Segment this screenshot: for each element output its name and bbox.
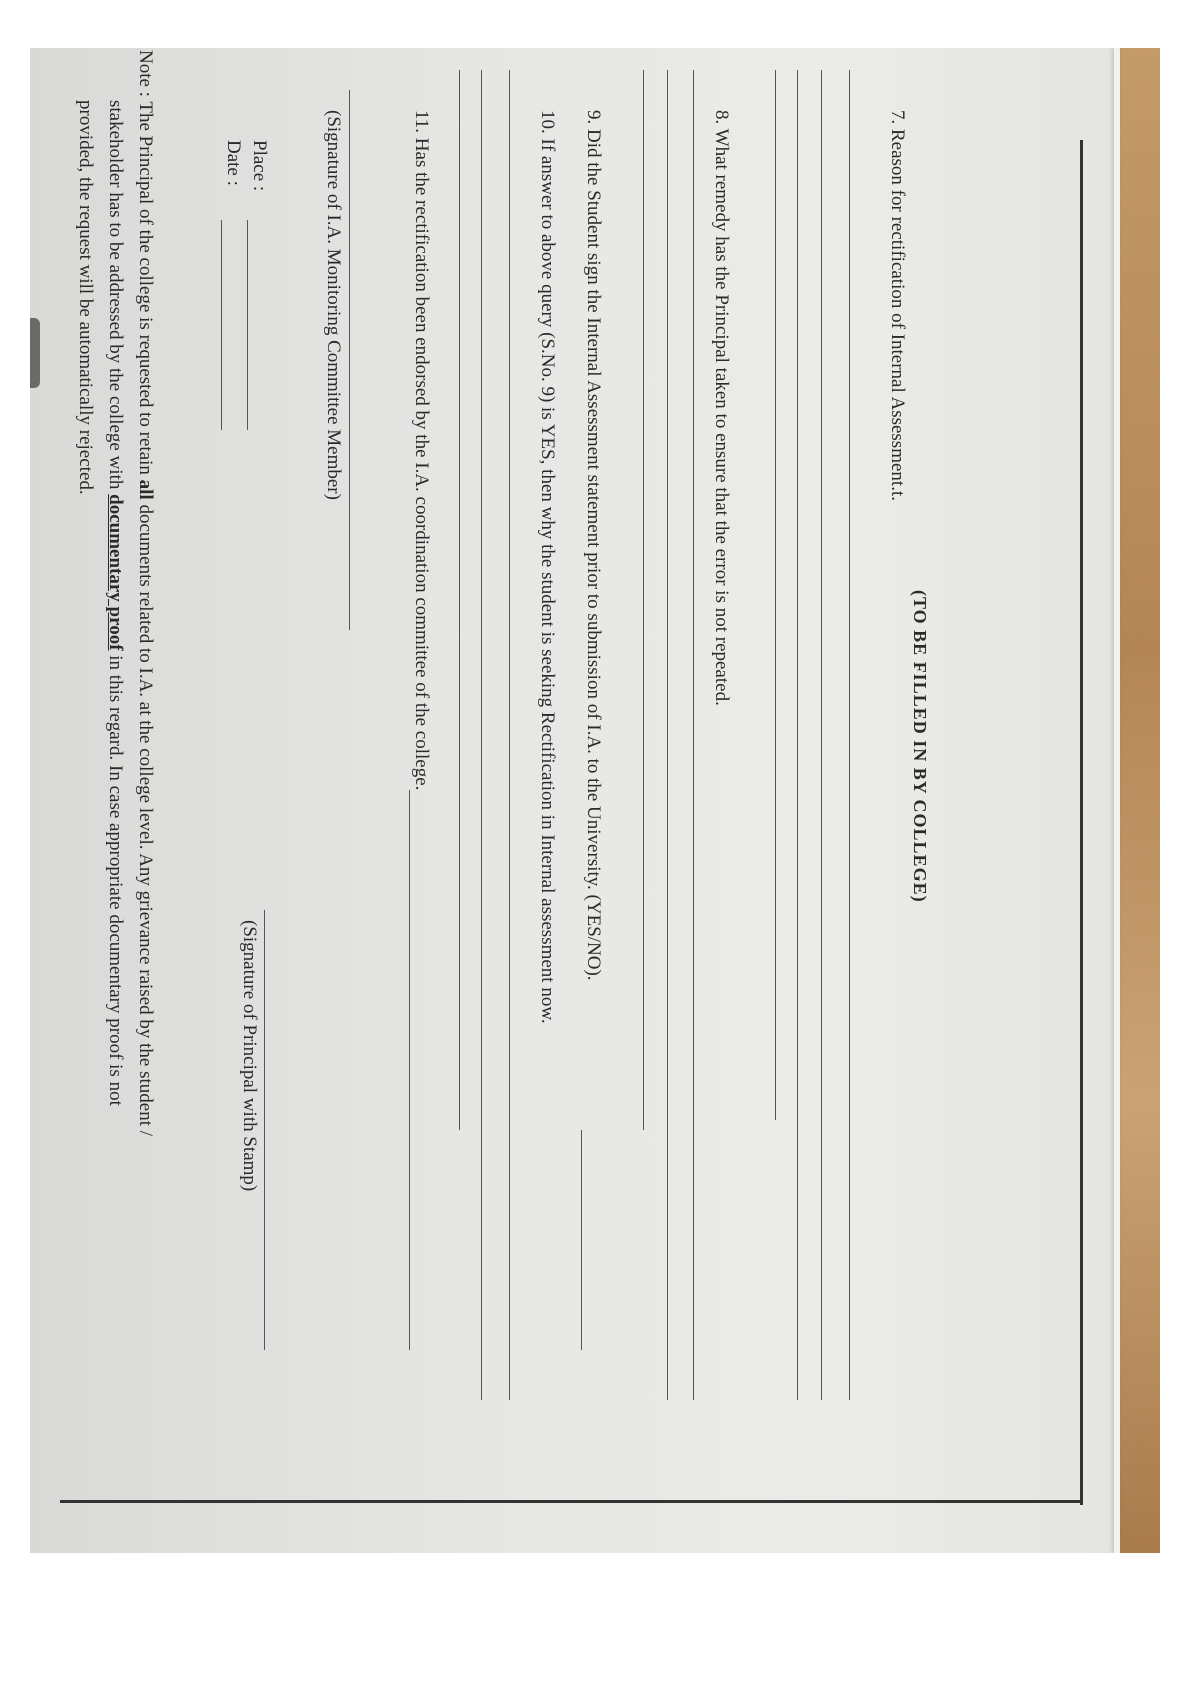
question-11: 11. Has the rectification been endorsed by the I.A. coordination committee of the college. bbox=[411, 110, 432, 791]
answer-line bbox=[667, 70, 668, 1400]
note-middle: documents related to I.A. at the college level. Any grievance raised by the student / bbox=[135, 499, 156, 1137]
date-field bbox=[221, 220, 222, 430]
shadow bbox=[30, 318, 40, 388]
answer-line bbox=[481, 70, 482, 1400]
note bbox=[70, 50, 160, 1370]
question-8: 8. What remedy has the Principal taken to ensure that the error is not repeated. bbox=[711, 110, 732, 706]
place-field bbox=[247, 220, 248, 430]
date-label: Date : bbox=[223, 140, 244, 186]
note-prefix: Note : The Principal of the college is requested to retain bbox=[135, 50, 156, 480]
answer-line bbox=[849, 70, 850, 1400]
page-border-right bbox=[1080, 140, 1083, 1505]
page-border-bottom bbox=[60, 1500, 1082, 1503]
fill-note: (TO BE FILLED IN BY COLLEGE) bbox=[910, 590, 930, 903]
principal-signature: (Signature of Principal with Stamp) bbox=[239, 920, 260, 1192]
question-7: 7. Reason for rectification of Internal Assessment.t. bbox=[887, 110, 908, 501]
signature-line bbox=[264, 910, 265, 1350]
note-line2b: in this regard. In case appropriate documentary proof is not bbox=[105, 650, 126, 1106]
rotated-form bbox=[60, 30, 960, 1450]
answer-line bbox=[643, 70, 644, 1130]
answer-line bbox=[821, 70, 822, 1400]
place-label: Place : bbox=[249, 140, 270, 192]
answer-line bbox=[409, 790, 410, 1350]
answer-line bbox=[581, 1130, 582, 1350]
note-proof: documentary proof bbox=[105, 494, 126, 651]
answer-line bbox=[797, 70, 798, 1400]
paper-edge bbox=[1114, 48, 1120, 1553]
answer-line bbox=[775, 70, 776, 1120]
answer-line bbox=[693, 70, 694, 1400]
note-line2a: stakeholder has to be addressed by the college with bbox=[105, 100, 126, 495]
desk-surface bbox=[1120, 48, 1160, 1553]
question-10: 10. If answer to above query (S.No. 9) is YES, then why the student is seeking Rectification in Internal assessment now. bbox=[537, 110, 558, 1024]
note-line3: provided, the request will be automatically rejected. bbox=[75, 100, 96, 495]
note-all: all bbox=[135, 479, 156, 500]
committee-signature: (Signature of I.A. Monitoring Committee Member) bbox=[323, 110, 344, 500]
answer-line bbox=[509, 70, 510, 1400]
question-9: 9. Did the Student sign the Internal Assessment statement prior to submission of I.A. to the University. (YES/NO). bbox=[583, 110, 604, 981]
answer-line bbox=[459, 70, 460, 1130]
signature-line bbox=[349, 90, 350, 630]
